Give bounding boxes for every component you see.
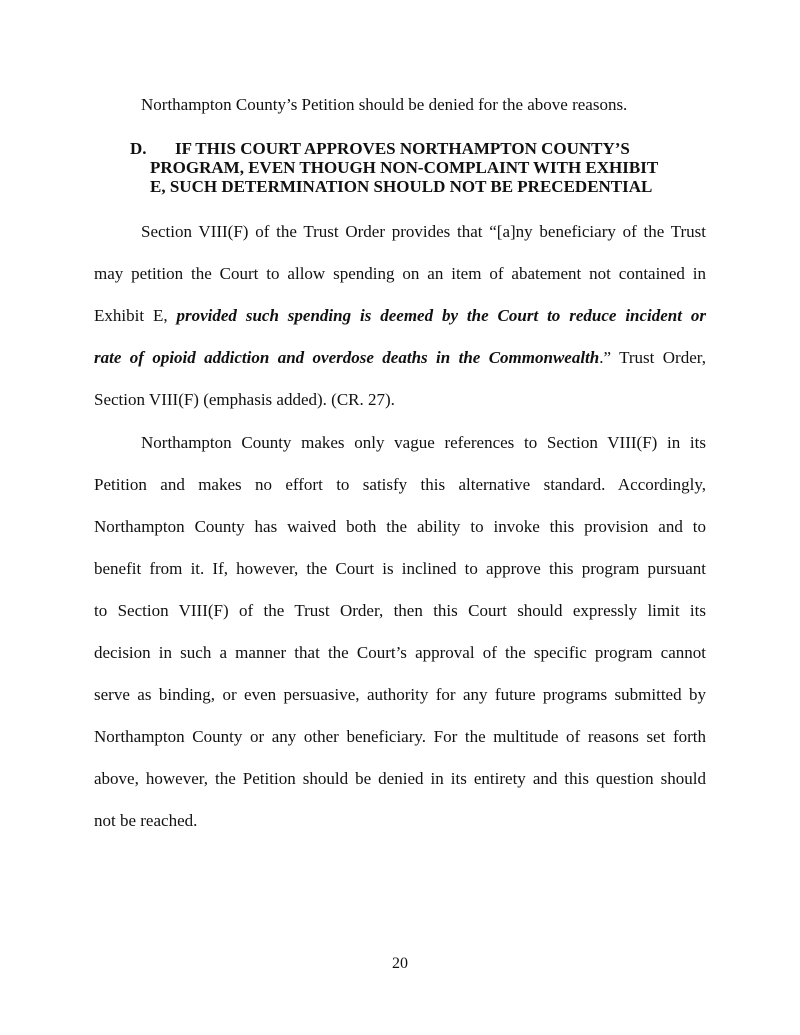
paragraph1-line-4-plain: .” Trust Order, xyxy=(599,348,706,367)
intro-sentence: Northampton County’s Petition should be denied for the above reasons. xyxy=(141,95,628,114)
paragraph2-line: Northampton County has waived both the ability to invoke this provision and to xyxy=(94,517,706,536)
page-number: 20 xyxy=(392,955,408,972)
section-heading-line-2: PROGRAM, EVEN THOUGH NON-COMPLAINT WITH EXHIBIT xyxy=(150,158,659,177)
paragraph2-line: above, however, the Petition should be denied in its entirety and this question should xyxy=(94,769,706,788)
paragraph1-line-1: Section VIII(F) of the Trust Order provides that “[a]ny beneficiary of the Trust xyxy=(141,222,706,241)
section-label: D. xyxy=(130,139,147,158)
paragraph1-line-3-plain: Exhibit E, xyxy=(94,306,177,325)
paragraph-waiver xyxy=(94,422,706,842)
paragraph1-line-3-emphasis: provided such spending is deemed by the Court to reduce incident or xyxy=(176,306,706,325)
paragraph2-line: not be reached. xyxy=(94,811,198,830)
paragraph2-line: to Section VIII(F) of the Trust Order, then this Court should expressly limit its xyxy=(94,601,706,620)
paragraph1-line-4-emphasis: rate of opioid addiction and overdose deaths in the Commonwealth xyxy=(94,348,600,367)
section-heading-line-1 xyxy=(130,139,730,158)
section-heading-text-1: IF THIS COURT APPROVES NORTHAMPTON COUNTY’S xyxy=(175,139,630,158)
paragraph2-line: serve as binding, or even persuasive, authority for any future programs submitted by xyxy=(94,685,706,704)
paragraph1-line-3 xyxy=(94,295,706,337)
paragraph1-line-5: Section VIII(F) (emphasis added). (CR. 27). xyxy=(94,390,395,409)
paragraph1-line-2: may petition the Court to allow spending on an item of abatement not contained in xyxy=(94,264,706,283)
paragraph1-line-4 xyxy=(94,337,706,379)
paragraph2-line: Petition and makes no effort to satisfy this alternative standard. Accordingly, xyxy=(94,475,706,494)
section-heading-line-3: E, SUCH DETERMINATION SHOULD NOT BE PRECEDENTIAL xyxy=(150,177,653,196)
section-heading xyxy=(130,139,730,196)
paragraph2-line: decision in such a manner that the Court’s approval of the specific program cannot xyxy=(94,643,706,662)
paragraph-trust-order xyxy=(94,211,706,421)
paragraph2-line: Northampton County makes only vague references to Section VIII(F) in its xyxy=(141,433,706,452)
paragraph2-line: benefit from it. If, however, the Court is inclined to approve this program pursuant xyxy=(94,559,706,578)
paragraph2-line: Northampton County or any other beneficiary. For the multitude of reasons set forth xyxy=(94,727,706,746)
